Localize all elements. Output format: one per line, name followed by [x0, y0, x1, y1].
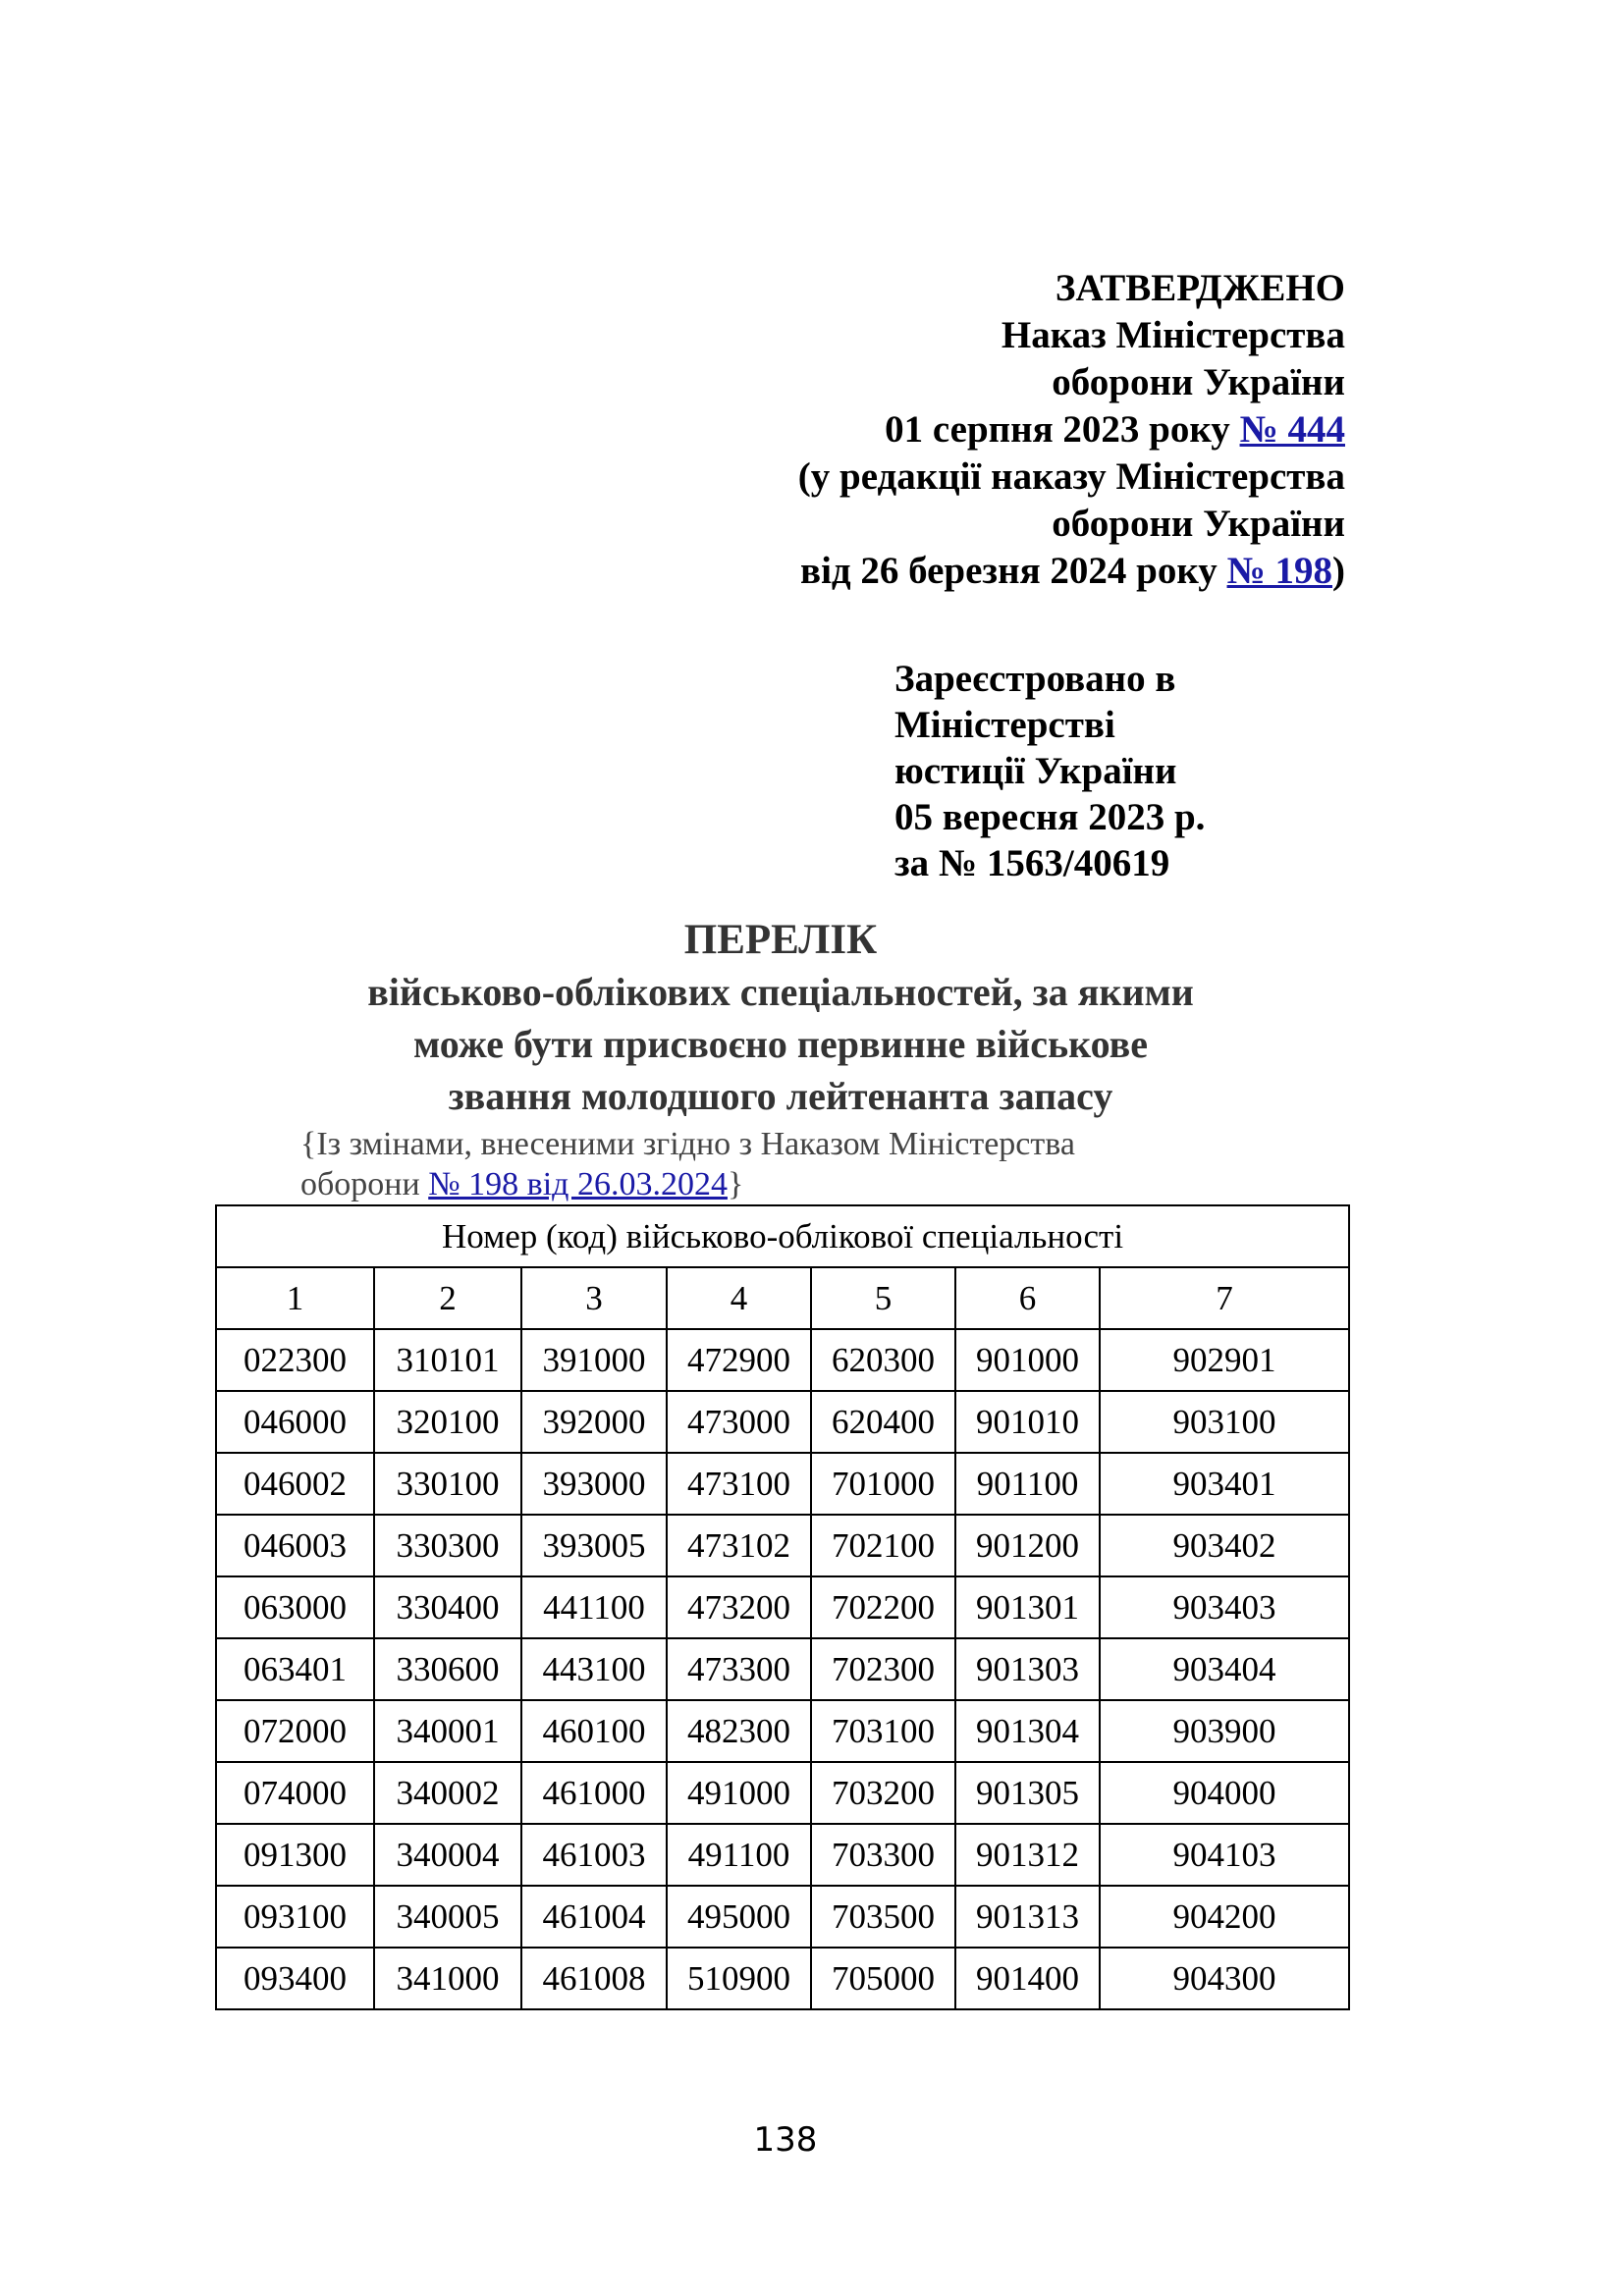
approval-line-1: Наказ Міністерства [1001, 314, 1345, 356]
amendment-order-link[interactable]: № 198 від 26.03.2024 [428, 1166, 728, 1202]
approval-line-6-close: ) [1332, 550, 1345, 592]
table-header-row [216, 1205, 1349, 1267]
code-cell: 901200 [955, 1515, 1100, 1576]
code-cell: 702200 [811, 1576, 955, 1638]
amendment-line-2 [300, 1164, 1282, 1204]
code-cell: 620300 [811, 1329, 955, 1391]
title-line-1: військово-облікових спеціальностей, за якими [367, 970, 1194, 1014]
code-cell: 901301 [955, 1576, 1100, 1638]
code-cell: 461000 [521, 1762, 667, 1824]
table-row [216, 1948, 1349, 2009]
table-row [216, 1886, 1349, 1948]
column-number-cell: 2 [374, 1267, 521, 1329]
code-cell: 702300 [811, 1638, 955, 1700]
code-cell: 393005 [521, 1515, 667, 1576]
code-cell: 902901 [1100, 1329, 1349, 1391]
code-cell: 330100 [374, 1453, 521, 1515]
title-heading: ПЕРЕЛІК [683, 917, 878, 963]
table-row [216, 1453, 1349, 1515]
code-cell: 340001 [374, 1700, 521, 1762]
code-cell: 473102 [667, 1515, 811, 1576]
code-cell: 330400 [374, 1576, 521, 1638]
registration-block [894, 656, 1307, 886]
code-cell: 901400 [955, 1948, 1100, 2009]
approval-line-3 [687, 406, 1345, 454]
table-body [216, 1205, 1349, 2009]
code-cell: 320100 [374, 1391, 521, 1453]
code-cell: 901000 [955, 1329, 1100, 1391]
code-cell: 901100 [955, 1453, 1100, 1515]
code-cell: 461008 [521, 1948, 667, 2009]
code-cell: 903402 [1100, 1515, 1349, 1576]
code-cell: 330600 [374, 1638, 521, 1700]
code-cell: 491000 [667, 1762, 811, 1824]
table-row [216, 1762, 1349, 1824]
table-row [216, 1329, 1349, 1391]
code-cell: 461003 [521, 1824, 667, 1886]
code-cell: 046003 [216, 1515, 374, 1576]
title-line-2: може бути присвоєно первинне військове [413, 1022, 1148, 1066]
code-cell: 904200 [1100, 1886, 1349, 1948]
code-cell: 901303 [955, 1638, 1100, 1700]
table-row [216, 1515, 1349, 1576]
page-number: 138 [753, 2120, 818, 2160]
code-cell: 903401 [1100, 1453, 1349, 1515]
code-cell: 901010 [955, 1391, 1100, 1453]
code-cell: 330300 [374, 1515, 521, 1576]
table-header-cell: Номер (код) військово-облікової спеціальності [216, 1205, 1349, 1267]
code-cell: 093100 [216, 1886, 374, 1948]
code-cell: 392000 [521, 1391, 667, 1453]
code-cell: 472900 [667, 1329, 811, 1391]
approval-block [687, 265, 1345, 595]
code-cell: 093400 [216, 1948, 374, 2009]
registration-line-4: 05 вересня 2023 р. [894, 796, 1206, 838]
code-cell: 340004 [374, 1824, 521, 1886]
code-cell: 901313 [955, 1886, 1100, 1948]
code-cell: 473200 [667, 1576, 811, 1638]
code-cell: 072000 [216, 1700, 374, 1762]
table-row [216, 1824, 1349, 1886]
registration-line-2: Міністерстві [894, 704, 1115, 746]
code-cell: 703500 [811, 1886, 955, 1948]
code-cell: 620400 [811, 1391, 955, 1453]
approval-line-5: оборони України [1052, 503, 1345, 545]
code-cell: 046002 [216, 1453, 374, 1515]
code-cell: 441100 [521, 1576, 667, 1638]
code-cell: 482300 [667, 1700, 811, 1762]
code-cell: 703100 [811, 1700, 955, 1762]
code-cell: 495000 [667, 1886, 811, 1948]
code-cell: 340005 [374, 1886, 521, 1948]
column-number-cell: 5 [811, 1267, 955, 1329]
code-cell: 702100 [811, 1515, 955, 1576]
code-cell: 703300 [811, 1824, 955, 1886]
approval-line-2: оборони України [1052, 361, 1345, 403]
column-number-cell: 7 [1100, 1267, 1349, 1329]
column-numbers-row [216, 1267, 1349, 1329]
approval-line-4: (у редакції наказу Міністерства [797, 455, 1345, 498]
code-cell: 063000 [216, 1576, 374, 1638]
amendment-line-1: {Із змінами, внесеними згідно з Наказом Міністерства [300, 1126, 1075, 1162]
code-cell: 904000 [1100, 1762, 1349, 1824]
specialty-codes-table [215, 1204, 1350, 2010]
code-cell: 510900 [667, 1948, 811, 2009]
code-cell: 903404 [1100, 1638, 1349, 1700]
document-title [196, 915, 1365, 1122]
amendment-suffix: } [727, 1166, 744, 1202]
title-line-3: звання молодшого лейтенанта запасу [448, 1074, 1113, 1118]
code-cell: 901305 [955, 1762, 1100, 1824]
code-cell: 904300 [1100, 1948, 1349, 2009]
column-number-cell: 3 [521, 1267, 667, 1329]
approval-line-6-text: від 26 березня 2024 року [800, 550, 1227, 592]
amendment-prefix: оборони [300, 1166, 429, 1202]
approval-line-6 [687, 548, 1345, 595]
registration-line-1: Зареєстровано в [894, 658, 1176, 700]
table-row [216, 1576, 1349, 1638]
code-cell: 393000 [521, 1453, 667, 1515]
code-cell: 901312 [955, 1824, 1100, 1886]
registration-line-3: юстиції України [894, 750, 1177, 792]
code-cell: 091300 [216, 1824, 374, 1886]
approval-line-3-text: 01 серпня 2023 року [885, 408, 1240, 451]
table-row [216, 1391, 1349, 1453]
code-cell: 901304 [955, 1700, 1100, 1762]
code-cell: 310101 [374, 1329, 521, 1391]
code-cell: 903900 [1100, 1700, 1349, 1762]
order-198-link[interactable]: № 198 [1226, 550, 1332, 592]
code-cell: 461004 [521, 1886, 667, 1948]
code-cell: 473000 [667, 1391, 811, 1453]
code-cell: 063401 [216, 1638, 374, 1700]
code-cell: 903100 [1100, 1391, 1349, 1453]
table-row [216, 1700, 1349, 1762]
table-row [216, 1638, 1349, 1700]
code-cell: 701000 [811, 1453, 955, 1515]
code-cell: 904103 [1100, 1824, 1349, 1886]
code-cell: 341000 [374, 1948, 521, 2009]
code-cell: 046000 [216, 1391, 374, 1453]
code-cell: 443100 [521, 1638, 667, 1700]
column-number-cell: 1 [216, 1267, 374, 1329]
amendment-note [300, 1124, 1282, 1204]
code-cell: 703200 [811, 1762, 955, 1824]
code-cell: 473100 [667, 1453, 811, 1515]
code-cell: 391000 [521, 1329, 667, 1391]
code-cell: 460100 [521, 1700, 667, 1762]
code-cell: 074000 [216, 1762, 374, 1824]
registration-line-5: за № 1563/40619 [894, 842, 1170, 884]
column-number-cell: 4 [667, 1267, 811, 1329]
code-cell: 473300 [667, 1638, 811, 1700]
code-cell: 491100 [667, 1824, 811, 1886]
column-number-cell: 6 [955, 1267, 1100, 1329]
approval-heading: ЗАТВЕРДЖЕНО [1055, 267, 1345, 309]
code-cell: 022300 [216, 1329, 374, 1391]
code-cell: 340002 [374, 1762, 521, 1824]
code-cell: 705000 [811, 1948, 955, 2009]
code-cell: 903403 [1100, 1576, 1349, 1638]
order-444-link[interactable]: № 444 [1239, 408, 1345, 451]
